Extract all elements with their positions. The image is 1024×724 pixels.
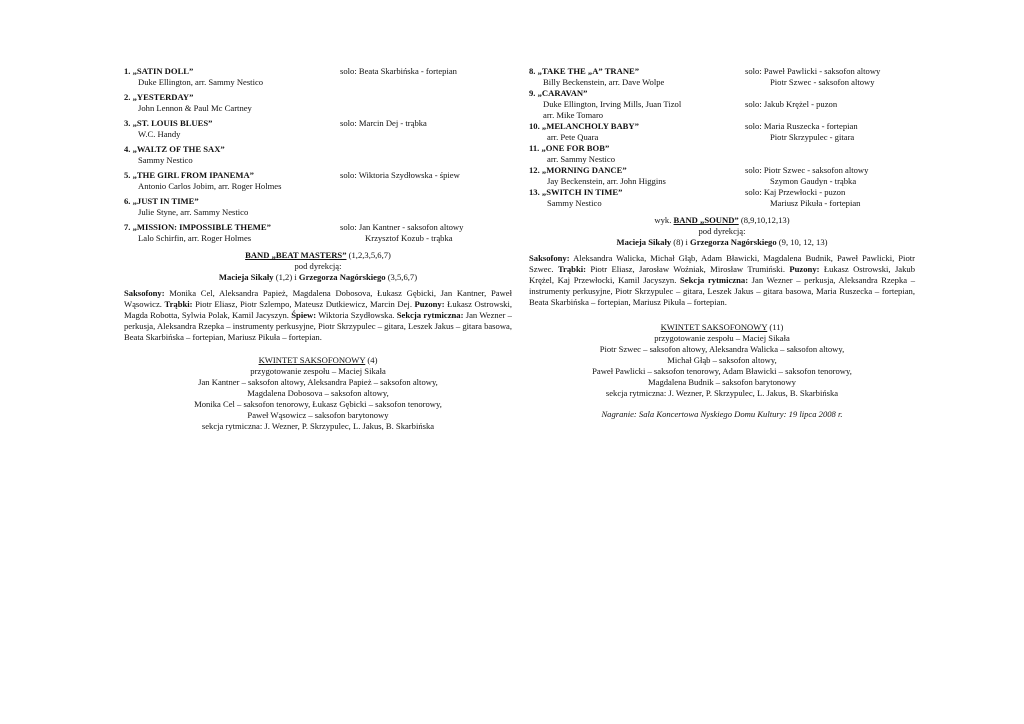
quintet-line: Michał Głąb – saksofon altowy, [667, 355, 777, 365]
track-composer: Jay Beckenstein, arr. John Higgins [547, 176, 666, 186]
left-column [124, 66, 512, 432]
track-number: 6. [124, 196, 131, 206]
conductors: Macieja Sikały (8) i Grzegorza Nagórskiego (9, 10, 12, 13) [616, 237, 828, 247]
quintet-line: Magdalena Dobosova – saksofon altowy, [247, 388, 389, 398]
band-name: BAND „SOUND” [673, 215, 739, 225]
recording-note: Nagranie: Sala Koncertowa Nyskiego Domu Kultury: 19 lipca 2008 r. [601, 409, 843, 419]
quintet-line: Piotr Szwec – saksofon altowy, Aleksandra Walicka – saksofon altowy, [599, 344, 845, 354]
track-solo: solo: Jan Kantner - saksofon altowy Krzysztof Kozub - trąbka [340, 222, 464, 243]
track-2 [124, 92, 512, 114]
track-composer: Julie Styne, arr. Sammy Nestico [138, 207, 249, 217]
track-title: „TAKE THE „A” TRANE” [537, 66, 640, 76]
track-number: 1. [124, 66, 131, 76]
track-8 [529, 66, 915, 88]
quintet-line: Jan Kantner – saksofon altowy, Aleksandra Papież – saksofon altowy, [198, 377, 438, 387]
track-composer: John Lennon & Paul Mc Cartney [138, 103, 252, 113]
track-12 [529, 165, 915, 187]
right-track-list [529, 66, 915, 209]
track-solo: solo: Beata Skarbińska - fortepian [340, 66, 457, 76]
band-header: BAND „BEAT MASTERS” (1,2,3,5,6,7) pod dyrekcją: Macieja Sikały (1,2) i Grzegorza Nagórskiego (3,5,6,7) [124, 250, 512, 283]
quintet-line: przygotowanie zespołu – Maciej Sikała [654, 333, 790, 343]
track-title: „SWITCH IN TIME” [541, 187, 623, 197]
track-solo: solo: Marcin Dej - trąbka [340, 118, 427, 128]
track-solo: solo: Kaj Przewłocki - puzon Mariusz Pikuła - fortepian [745, 187, 861, 208]
track-composer: Sammy Nestico [547, 198, 602, 208]
track-title: „THE GIRL FROM IPANEMA” [132, 170, 254, 180]
band-members: Saksofony: Aleksandra Walicka, Michał Głąb, Adam Bławicki, Magdalena Budnik, Paweł Pawlicki, Piotr Szwec. Trąbki: Piotr Eliasz, Jarosław Woźniak, Mirosław Trumiński. Puzony: Łukasz Ostrowski, Jakub Krężel, Kaj Przewłocki, Kamil Jacyszyn. Sekcja rytmiczna: Jan Wezner – perkusja, Aleksandra Rzepka – instrumenty perkusyjne, Piotr Skrzypulec – gitara, Leszek Jakus – gitara basowa, Maria Ruszecka – fortepian, Beata Skarbińska – fortepian, Mariusz Pikuła – fortepian. [529, 253, 915, 307]
track-title: „YESTERDAY” [132, 92, 194, 102]
track-title: „MORNING DANCE” [541, 165, 627, 175]
track-title: „JUST IN TIME” [132, 196, 199, 206]
quintet-line: Magdalena Budnik – saksofon barytonowy [648, 377, 796, 387]
track-composer: Duke Ellington, Irving Mills, Juan Tizol [543, 99, 682, 109]
track-number: 5. [124, 170, 131, 180]
track-composer: Billy Beckenstein, arr. Dave Wolpe [543, 77, 665, 87]
right-column [529, 66, 915, 420]
direction-label: pod dyrekcją: [294, 261, 342, 271]
band-header: wyk. BAND „SOUND” (8,9,10,12,13) pod dyrekcją: Macieja Sikały (8) i Grzegorza Nagórskiego (9, 10, 12, 13) [529, 215, 915, 248]
track-solo: solo: Wiktoria Szydłowska - śpiew [340, 170, 460, 180]
direction-label: pod dyrekcją: [698, 226, 746, 236]
track-10 [529, 121, 915, 143]
quintet-line: Monika Cel – saksofon tenorowy, Łukasz Gębicki – saksofon tenorowy, [194, 399, 442, 409]
track-number: 8. [529, 66, 536, 76]
quintet-line: Paweł Wąsowicz – saksofon barytonowy [247, 410, 389, 420]
track-composer: Antonio Carlos Jobim, arr. Roger Holmes [138, 181, 282, 191]
conductors: Macieja Sikały (1,2) i Grzegorza Nagórskiego (3,5,6,7) [218, 272, 418, 282]
band-name: BAND „BEAT MASTERS” [245, 250, 347, 260]
track-number: 11. [529, 143, 540, 153]
track-solo: solo: Maria Ruszecka - fortepian Piotr Skrzypulec - gitara [745, 121, 858, 142]
track-solo: solo: Paweł Pawlicki - saksofon altowy Piotr Szwec - saksofon altowy [745, 66, 881, 87]
track-title: „SATIN DOLL” [132, 66, 194, 76]
quintet-section: KWINTET SAKSOFONOWY (4) przygotowanie zespołu – Maciej Sikała Jan Kantner – saksofon altowy, Aleksandra Papież – saksofon altowy, Magdalena Dobosova – saksofon altowy, Monika Cel – saksofon tenorowy, Łukasz Gębicki – saksofon tenorowy, Paweł Wąsowicz – saksofon barytonowy sekcja rytmiczna: J. Wezner, P. Skrzypulec, L. Jakus, B. Skarbińska [124, 355, 512, 432]
track-composer: Sammy Nestico [138, 155, 193, 165]
band-members: Saksofony: Monika Cel, Aleksandra Papież, Magdalena Dobosova, Łukasz Gębicki, Jan Kantner, Paweł Wąsowicz. Trąbki: Piotr Eliasz, Piotr Szlempo, Mateusz Dutkiewicz, Marcin Dej. Puzony: Łukasz Ostrowski, Magda Robotta, Sylwia Polak, Kamil Jacyszyn. Śpiew: Wiktoria Szydłowska. Sekcja rytmiczna: Jan Wezner – perkusja, Aleksandra Rzepka – instrumenty perkusyjne, Piotr Skrzypulec – gitara, Leszek Jakus – gitara basowa, Beata Skarbińska – fortepian, Mariusz Pikuła – fortepian. [124, 288, 512, 342]
track-number: 10. [529, 121, 540, 131]
track-number: 2. [124, 92, 131, 102]
quintet-line: Paweł Pawlicki – saksofon tenorowy, Adam Bławicki – saksofon tenorowy, [592, 366, 852, 376]
quintet-title: KWINTET SAKSOFONOWY [258, 355, 366, 365]
track-4 [124, 144, 512, 166]
track-13 [529, 187, 915, 209]
track-title: „MELANCHOLY BABY” [541, 121, 639, 131]
track-title: „ST. LOUIS BLUES” [132, 118, 213, 128]
track-6 [124, 196, 512, 218]
quintet-line: sekcja rytmiczna: J. Wezner, P. Skrzypulec, L. Jakus, B. Skarbińska [605, 388, 839, 398]
track-title: „WALTZ OF THE SAX” [132, 144, 225, 154]
track-11 [529, 143, 915, 165]
track-number: 13. [529, 187, 540, 197]
track-solo: solo: Jakub Krężel - puzon [745, 99, 838, 109]
track-composer: W.C. Handy [138, 129, 181, 139]
track-7 [124, 222, 512, 244]
track-arranger: arr. Pete Quara [547, 132, 599, 142]
track-number: 3. [124, 118, 131, 128]
track-number: 7. [124, 222, 131, 232]
track-arranger: arr. Sammy Nestico [547, 154, 616, 164]
track-3 [124, 118, 512, 140]
track-arranger: arr. Mike Tomaro [543, 110, 604, 120]
track-number: 9. [529, 88, 536, 98]
track-composer: Duke Ellington, arr. Sammy Nestico [138, 77, 264, 87]
track-number: 12. [529, 165, 540, 175]
track-title: „CARAVAN” [537, 88, 588, 98]
quintet-line: sekcja rytmiczna: J. Wezner, P. Skrzypulec, L. Jakus, B. Skarbińska [201, 421, 435, 431]
track-title: „MISSION: IMPOSSIBLE THEME” [132, 222, 271, 232]
quintet-section: KWINTET SAKSOFONOWY (11) przygotowanie zespołu – Maciej Sikała Piotr Szwec – saksofon altowy, Aleksandra Walicka – saksofon altowy, Michał Głąb – saksofon altowy, Paweł Pawlicki – saksofon tenorowy, Adam Bławicki – saksofon tenorowy, Magdalena Budnik – saksofon barytonowy sekcja rytmiczna: J. Wezner, P. Skrzypulec, L. Jakus, B. Skarbińska [529, 322, 915, 399]
track-9 [529, 88, 915, 121]
track-number: 4. [124, 144, 131, 154]
quintet-line: przygotowanie zespołu – Maciej Sikała [250, 366, 386, 376]
track-solo: solo: Piotr Szwec - saksofon altowy Szymon Gaudyn - trąbka [745, 165, 869, 186]
track-title: „ONE FOR BOB” [541, 143, 610, 153]
quintet-title: KWINTET SAKSOFONOWY [660, 322, 768, 332]
track-5 [124, 170, 512, 192]
track-composer: Lalo Schirfin, arr. Roger Holmes [138, 233, 252, 243]
track-1 [124, 66, 512, 88]
left-track-list [124, 66, 512, 244]
